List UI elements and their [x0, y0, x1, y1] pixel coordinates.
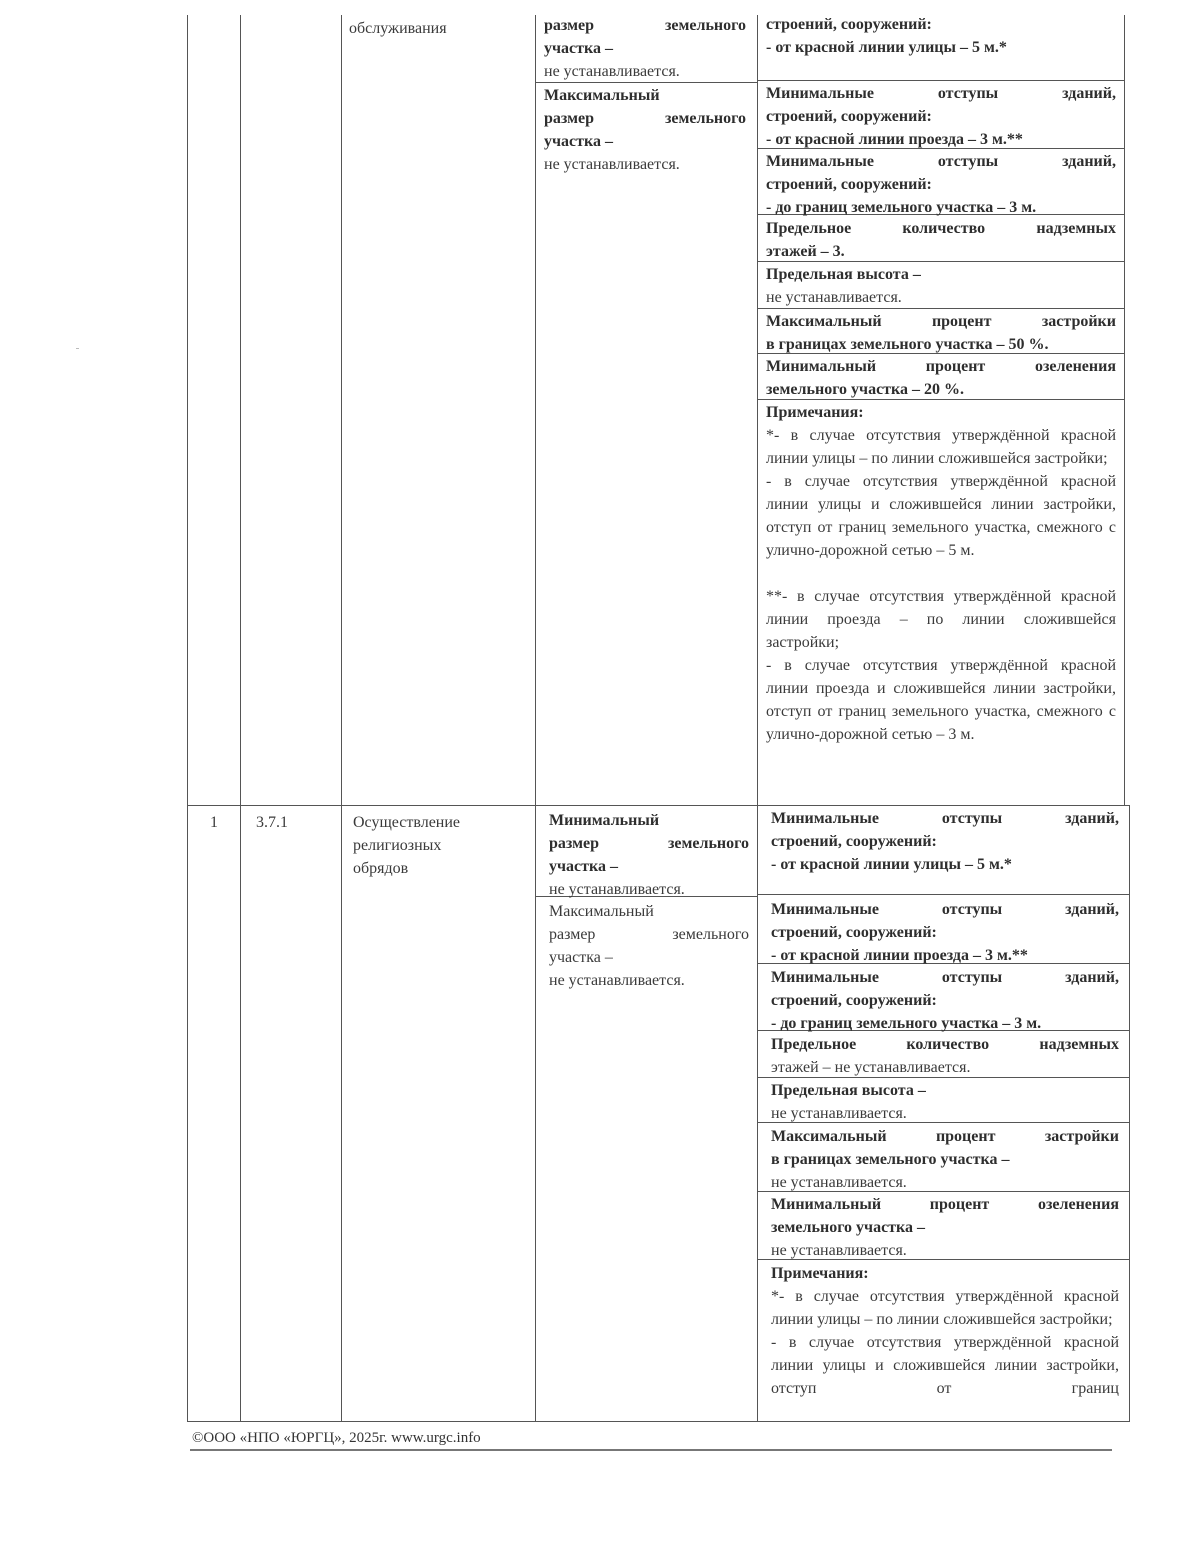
cell-line: строений, сооружений: — [771, 924, 937, 941]
cell-line: Минимальные отступы зданий, — [771, 810, 1119, 827]
cell-line: - от красной линии проезда – 3 м.** — [771, 947, 1028, 964]
cell-line: Предельное количество надземных — [771, 1036, 1119, 1053]
cell-line: не устанавливается. — [549, 881, 685, 898]
note-spacer — [766, 562, 1116, 585]
cell-line: этажей – 3. — [766, 243, 845, 260]
param-cell — [771, 898, 1119, 967]
block-divider — [187, 805, 1129, 806]
table-border-right-bottom — [1129, 805, 1130, 1422]
notes-title: Примечания: — [771, 1265, 869, 1282]
param-cell — [771, 1125, 1119, 1194]
param-cell — [766, 82, 1116, 151]
cell-line: религиозных — [353, 837, 442, 854]
cell-line: - до границ земельного участка – 3 м. — [766, 199, 1037, 216]
param-cell — [771, 807, 1119, 876]
cell-line: не устанавливается. — [766, 289, 902, 306]
min-plot-size-cell — [544, 14, 746, 83]
cell-line: Осуществление — [353, 814, 461, 831]
cell-line: Минимальные отступы зданий, — [766, 85, 1116, 102]
param-cell — [766, 13, 1116, 59]
min-plot-size-cell — [549, 809, 749, 901]
cell-line: обрядов — [353, 860, 409, 877]
table-border-col3 — [535, 15, 536, 1422]
cell-line: - от красной линии проезда – 3 м.** — [766, 131, 1023, 148]
service-name-continued — [349, 17, 529, 40]
cell-line: в границах земельного участка – 50 %. — [766, 336, 1049, 353]
cell-line: Минимальный — [549, 812, 660, 829]
cell-line: - от красной линии улицы – 5 м.* — [766, 39, 1007, 56]
cell-line: Максимальный процент застройки — [771, 1128, 1119, 1145]
cell-line: Минимальные отступы зданий, — [771, 969, 1119, 986]
cell-line: земельного участка – 20 %. — [766, 381, 965, 398]
cell-line: - до границ земельного участка – 3 м. — [771, 1015, 1042, 1032]
row-number-text: 1 — [210, 814, 218, 831]
note-text: *- в случае отсутствия утверждённой красной линии улицы – по линии сложившейся застройки; — [771, 1288, 1119, 1328]
cell-line: Максимальный процент застройки — [766, 313, 1116, 330]
cell-line: строений, сооружений: — [766, 16, 932, 33]
cell-line: этажей – не устанавливается. — [771, 1059, 971, 1076]
max-plot-size-cell — [544, 84, 746, 176]
table-border-left — [187, 15, 188, 1422]
param-cell — [766, 217, 1116, 263]
cell-line: не устанавливается. — [771, 1105, 907, 1122]
cell-line: Предельное количество надземных — [766, 220, 1116, 237]
table-border-right-top — [1124, 15, 1125, 805]
note-text: - в случае отсутствия утверждённой красной линии улицы и сложившейся линии застройки, отступ от границ земельного участка, смежного с улично-дорожной сетью – 5 м. — [766, 473, 1116, 559]
row-number — [188, 811, 240, 834]
notes-cell — [766, 401, 1116, 746]
notes-title: Примечания: — [766, 404, 864, 421]
cell-line: не устанавливается. — [544, 63, 680, 80]
cell-line: строений, сооружений: — [766, 108, 932, 125]
max-plot-size-cell — [549, 900, 749, 992]
param-cell — [771, 1033, 1119, 1079]
param-cell — [771, 966, 1119, 1035]
cell-line: размер земельного — [544, 17, 746, 34]
cell-line: не устанавливается. — [549, 972, 685, 989]
table-border-col2 — [341, 15, 342, 1422]
note-text: *- в случае отсутствия утверждённой красной линии улицы – по линии сложившейся застройки; — [766, 427, 1116, 467]
note-text: - в случае отсутствия утверждённой красной линии проезда и сложившейся линии застройки, отступ от границ земельного участка, смежного с улично-дорожной сетью – 3 м. — [766, 657, 1116, 743]
cell-line: Минимальный процент озеленения — [766, 358, 1116, 375]
cell-line: строений, сооружений: — [766, 176, 932, 193]
cell-line: строений, сооружений: — [771, 833, 937, 850]
footer-text: ©ООО «НПО «ЮРГЦ», 2025г. www.urgc.info — [192, 1430, 481, 1446]
cell-line: строений, сооружений: — [771, 992, 937, 1009]
cell-line: размер земельного — [544, 110, 746, 127]
scan-speck — [76, 348, 79, 349]
cell-line: Максимальный — [549, 903, 654, 920]
param-cell — [766, 310, 1116, 356]
cell-line: Минимальные отступы зданий, — [771, 901, 1119, 918]
note-text: **- в случае отсутствия утверждённой красной линии проезда – по линии сложившейся застройки; — [766, 588, 1116, 651]
cell-line: размер земельного — [549, 926, 749, 943]
notes-cell — [771, 1262, 1119, 1420]
param-cell — [766, 355, 1116, 401]
param-cell — [771, 1079, 1119, 1125]
page-footer — [192, 1427, 481, 1450]
cell-line: участка – — [549, 858, 618, 875]
cell-line: участка – — [549, 949, 613, 966]
table-border-bottom — [187, 1421, 1129, 1422]
row-divider — [757, 894, 1129, 895]
cell-text: обслуживания — [349, 20, 447, 37]
table-border-col1 — [240, 15, 241, 1422]
footer-rule — [190, 1449, 1112, 1451]
row-divider — [757, 80, 1124, 81]
use-name-cell — [353, 811, 533, 880]
param-cell — [771, 1193, 1119, 1262]
use-code-text: 3.7.1 — [256, 814, 288, 831]
cell-line: не устанавливается. — [544, 156, 680, 173]
cell-line: размер земельного — [549, 835, 749, 852]
cell-line: Предельная высота – — [771, 1082, 926, 1099]
cell-line: - от красной линии улицы – 5 м.* — [771, 856, 1012, 873]
cell-line: участка – — [544, 133, 613, 150]
cell-line: Минимальные отступы зданий, — [766, 153, 1116, 170]
cell-line: Максимальный — [544, 87, 660, 104]
use-code — [256, 811, 336, 834]
note-text: - в случае отсутствия утверждённой красной линии улицы и сложившейся линии застройки, отступ от границ — [771, 1334, 1119, 1397]
cell-line: не устанавливается. — [771, 1242, 907, 1259]
cell-line: Предельная высота – — [766, 266, 921, 283]
param-cell — [766, 150, 1116, 219]
cell-line: в границах земельного участка – — [771, 1151, 1010, 1168]
table-border-col4 — [757, 15, 758, 1422]
cell-line: не устанавливается. — [771, 1174, 907, 1191]
cell-line: участка – — [544, 40, 613, 57]
cell-line: Минимальный процент озеленения — [771, 1196, 1119, 1213]
cell-line: земельного участка – — [771, 1219, 926, 1236]
param-cell — [766, 263, 1116, 309]
